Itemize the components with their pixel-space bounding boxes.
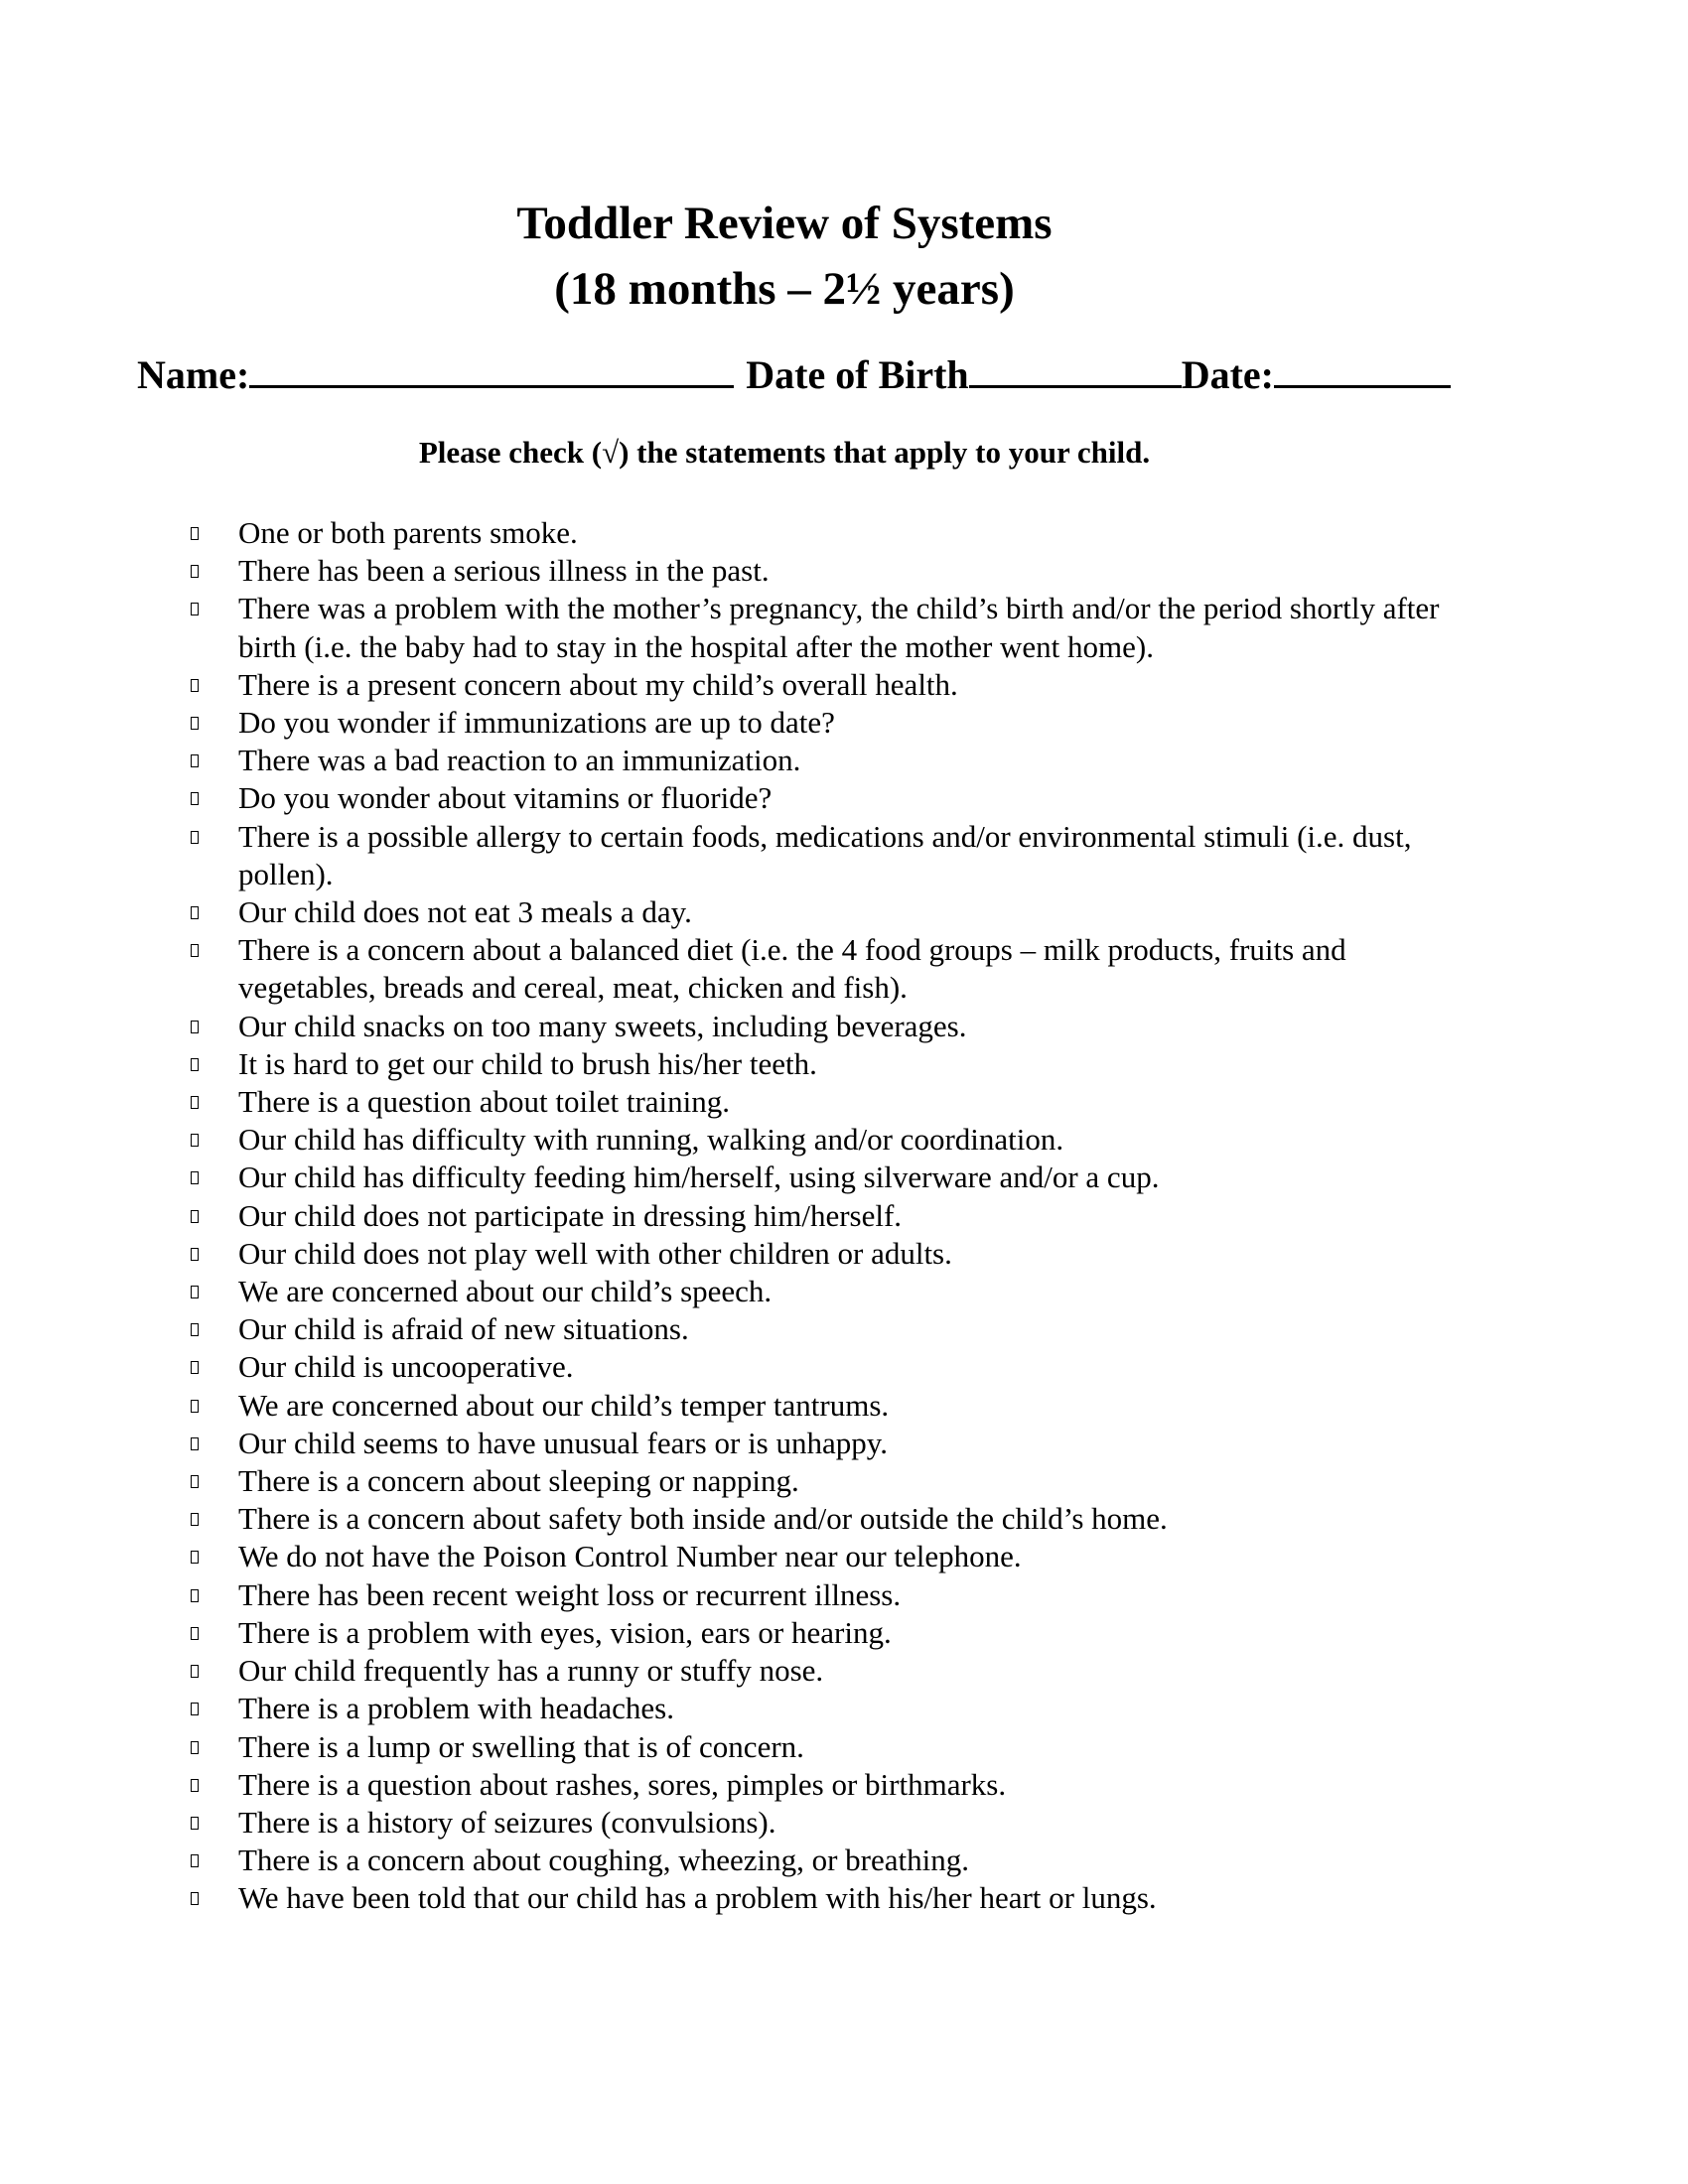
checklist-item-label: There is a question about toilet training. bbox=[238, 1084, 731, 1120]
checklist-item-label: There was a problem with the mother’s pregnancy, the child’s birth and/or the period shortly after birth (i.e. the baby had to stay in the hospital after the mother went home). bbox=[238, 591, 1440, 664]
checklist-item-label: There is a lump or swelling that is of concern. bbox=[238, 1728, 804, 1764]
checkbox-icon[interactable] bbox=[191, 906, 199, 919]
dob-field[interactable] bbox=[969, 345, 1182, 388]
checkbox-icon[interactable] bbox=[191, 1589, 199, 1602]
date-label: Date: bbox=[1181, 352, 1274, 397]
checklist-item-label: Do you wonder about vitamins or fluoride? bbox=[238, 780, 773, 816]
checklist-item-label: There is a concern about sleeping or napping. bbox=[238, 1463, 799, 1499]
checklist-item bbox=[0, 1879, 1460, 1917]
checklist bbox=[0, 514, 1688, 1918]
checklist-item-label: There is a possible allergy to certain foods, medications and/or environmental stimuli (i.e. dust, pollen). bbox=[238, 818, 1412, 891]
checklist-item-label: Our child has difficulty feeding him/herself, using silverware and/or a cup. bbox=[238, 1160, 1160, 1195]
checkbox-icon[interactable] bbox=[191, 1854, 199, 1867]
checklist-item-label: There is a concern about a balanced diet (i.e. the 4 food groups – milk products, fruits and vegetables, breads and cereal, meat, chicken and fish). bbox=[238, 932, 1346, 1006]
checklist-item-label: Our child has difficulty with running, walking and/or coordination. bbox=[238, 1122, 1064, 1158]
dob-label: Date of Birth bbox=[746, 352, 969, 397]
checklist-item bbox=[0, 1083, 1460, 1121]
checkbox-icon[interactable] bbox=[191, 1058, 199, 1071]
checkbox-icon[interactable] bbox=[191, 1627, 199, 1640]
checklist-item bbox=[0, 1310, 1460, 1348]
checklist-item-label: Our child is uncooperative. bbox=[238, 1349, 574, 1385]
checklist-item-label: There is a problem with eyes, vision, ears or hearing. bbox=[238, 1614, 892, 1650]
checkbox-icon[interactable] bbox=[191, 1513, 199, 1526]
checklist-item bbox=[0, 742, 1460, 779]
checkbox-icon[interactable] bbox=[191, 831, 199, 844]
checklist-item bbox=[0, 1425, 1460, 1462]
checklist-item-label: We are concerned about our child’s temper tantrums. bbox=[238, 1387, 890, 1423]
checklist-item-label: We do not have the Poison Control Number near our telephone. bbox=[238, 1539, 1022, 1574]
checkbox-icon[interactable] bbox=[191, 1551, 199, 1564]
checklist-item-label: There is a question about rashes, sores, pimples or birthmarks. bbox=[238, 1766, 1007, 1802]
checkbox-icon[interactable] bbox=[191, 1475, 199, 1488]
checkbox-icon[interactable] bbox=[191, 1210, 199, 1223]
checkbox-icon[interactable] bbox=[191, 1096, 199, 1109]
checklist-item bbox=[0, 1500, 1460, 1538]
checklist-item-label: There has been a serious illness in the past. bbox=[238, 553, 770, 589]
checklist-item bbox=[0, 1159, 1460, 1196]
checkbox-icon[interactable] bbox=[191, 1400, 199, 1413]
checkbox-icon[interactable] bbox=[191, 1286, 199, 1298]
checklist-item-label: There is a concern about coughing, wheezing, or breathing. bbox=[238, 1843, 969, 1878]
checkbox-icon[interactable] bbox=[191, 1171, 199, 1184]
checklist-item-label: We are concerned about our child’s speech. bbox=[238, 1274, 773, 1309]
checkbox-icon[interactable] bbox=[191, 1248, 199, 1261]
checklist-item-label: Our child snacks on too many sweets, including beverages. bbox=[238, 1008, 967, 1043]
patient-info-row bbox=[137, 345, 1451, 403]
checklist-item bbox=[0, 1348, 1460, 1386]
checklist-item bbox=[0, 1804, 1460, 1842]
checklist-item bbox=[0, 590, 1460, 665]
checklist-item bbox=[0, 1008, 1460, 1045]
checklist-item-label: There is a problem with headaches. bbox=[238, 1691, 674, 1726]
checkbox-icon[interactable] bbox=[191, 1703, 199, 1715]
checkbox-icon[interactable] bbox=[191, 603, 199, 615]
checklist-item bbox=[0, 1121, 1460, 1159]
checkbox-icon[interactable] bbox=[191, 1665, 199, 1678]
form-title: Toddler Review of Systems bbox=[516, 198, 1053, 249]
checklist-item-label: Our child frequently has a runny or stuffy nose. bbox=[238, 1653, 824, 1689]
checklist-item-label: There is a concern about safety both inside and/or outside the child’s home. bbox=[238, 1501, 1168, 1537]
checklist-item bbox=[0, 931, 1460, 1007]
checklist-item-label: Our child does not eat 3 meals a day. bbox=[238, 894, 692, 930]
checklist-item bbox=[0, 1045, 1460, 1083]
checklist-item-label: It is hard to get our child to brush his/her teeth. bbox=[238, 1045, 817, 1081]
checklist-item-label: Our child does not play well with other children or adults. bbox=[238, 1235, 952, 1271]
checkbox-icon[interactable] bbox=[191, 944, 199, 957]
date-field[interactable] bbox=[1274, 345, 1451, 388]
checklist-item bbox=[0, 779, 1460, 817]
name-label: Name: bbox=[137, 352, 250, 397]
checklist-item-label: Our child seems to have unusual fears or is unhappy. bbox=[238, 1425, 888, 1460]
checkbox-icon[interactable] bbox=[191, 565, 199, 578]
checkbox-icon[interactable] bbox=[191, 1323, 199, 1336]
checklist-item bbox=[0, 552, 1460, 590]
checklist-item bbox=[0, 1235, 1460, 1273]
checklist-item-label: There was a bad reaction to an immunization. bbox=[238, 743, 801, 778]
instruction-text: Please check (√) the statements that apply to your child. bbox=[418, 435, 1151, 470]
checklist-item bbox=[0, 893, 1460, 931]
checkbox-icon[interactable] bbox=[191, 1779, 199, 1792]
checkbox-icon[interactable] bbox=[191, 527, 199, 540]
checkbox-icon[interactable] bbox=[191, 1817, 199, 1830]
checkbox-icon[interactable] bbox=[191, 717, 199, 730]
checklist-item bbox=[0, 1576, 1460, 1614]
checklist-item bbox=[0, 1197, 1460, 1235]
checkbox-icon[interactable] bbox=[191, 1437, 199, 1450]
checklist-item bbox=[0, 1387, 1460, 1425]
checklist-item bbox=[0, 1690, 1460, 1727]
checkbox-icon[interactable] bbox=[191, 1741, 199, 1754]
checklist-item bbox=[0, 1273, 1460, 1310]
checkbox-icon[interactable] bbox=[191, 754, 199, 767]
checklist-item bbox=[0, 514, 1460, 552]
checkbox-icon[interactable] bbox=[191, 1021, 199, 1033]
checklist-item-label: We have been told that our child has a problem with his/her heart or lungs. bbox=[238, 1880, 1157, 1916]
checklist-item bbox=[0, 704, 1460, 742]
checklist-item bbox=[0, 1652, 1460, 1690]
checklist-item-label: There is a history of seizures (convulsions). bbox=[238, 1804, 776, 1840]
checkbox-icon[interactable] bbox=[191, 1892, 199, 1905]
checkbox-icon[interactable] bbox=[191, 792, 199, 805]
checklist-item bbox=[0, 1614, 1460, 1652]
checklist-item bbox=[0, 818, 1460, 893]
form-age-range: (18 months – 2½ years) bbox=[554, 263, 1015, 315]
name-field[interactable] bbox=[249, 345, 734, 388]
checkbox-icon[interactable] bbox=[191, 1361, 199, 1374]
checklist-item-label: Do you wonder if immunizations are up to date? bbox=[238, 705, 835, 741]
checklist-item bbox=[0, 1538, 1460, 1575]
checklist-item bbox=[0, 1462, 1460, 1500]
checklist-item-label: Our child is afraid of new situations. bbox=[238, 1311, 689, 1347]
checklist-item bbox=[0, 1842, 1460, 1879]
checklist-item-label: Our child does not participate in dressing him/herself. bbox=[238, 1197, 903, 1233]
checklist-item-label: There has been recent weight loss or recurrent illness. bbox=[238, 1576, 902, 1612]
checkbox-icon[interactable] bbox=[191, 679, 199, 692]
checklist-item-label: There is a present concern about my child’s overall health. bbox=[238, 666, 958, 702]
checklist-item bbox=[0, 1728, 1460, 1766]
checklist-item bbox=[0, 666, 1460, 704]
checklist-item bbox=[0, 1766, 1460, 1804]
checkbox-icon[interactable] bbox=[191, 1134, 199, 1147]
checklist-item-label: One or both parents smoke. bbox=[238, 515, 578, 550]
